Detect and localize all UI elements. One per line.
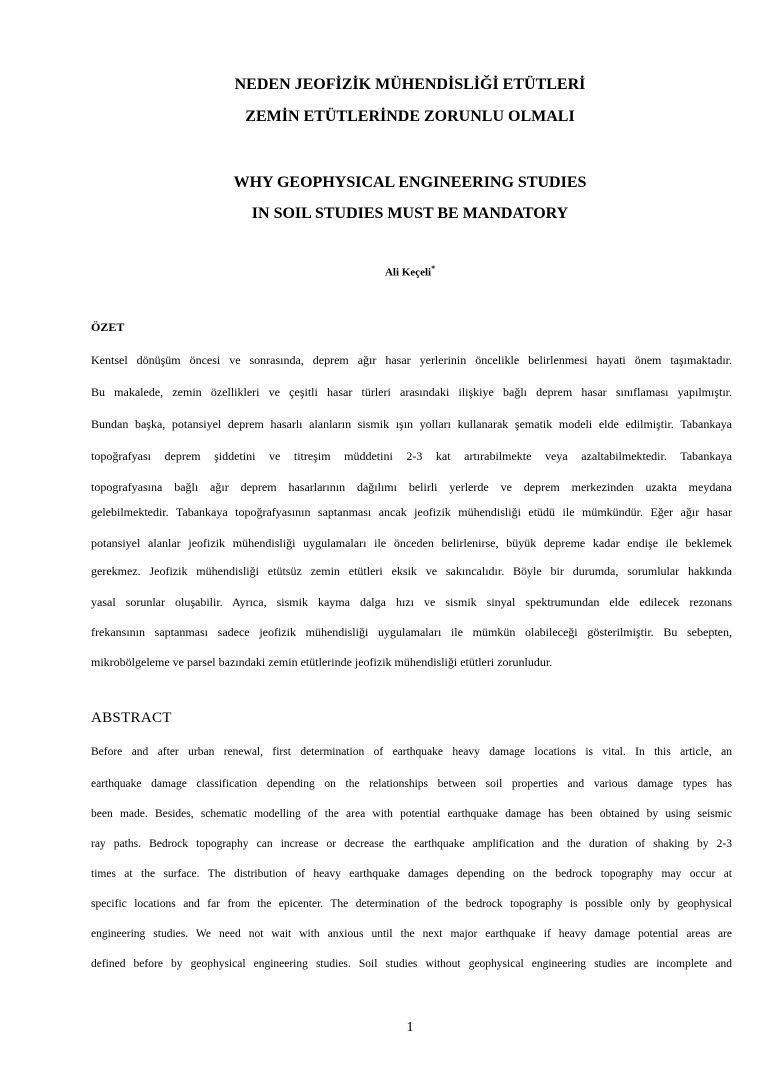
author-footnote-mark: * [431, 264, 436, 273]
ozet-line: gerekmez. Jeofizik mühendisliği etütsüz zemin etütleri eksik ve sakıncalıdır. Böyle bir durumda, sorumlular hakkında [91, 564, 732, 578]
abstract-line: specific locations and far from the epicenter. The determination of the bedrock topography is possible only by geophysical [91, 898, 732, 910]
abstract-line: engineering studies. We need not wait with anxious until the next major earthquake if heavy damage potential areas are [91, 928, 732, 940]
abstract-line: ray paths. Bedrock topography can increase or decrease the earthquake amplification and the duration of shaking by 2-3 [91, 838, 732, 850]
title-en-line-1: WHY GEOPHYSICAL ENGINEERING STUDIES [233, 174, 587, 191]
page-number: 1 [406, 1020, 414, 1035]
ozet-line: yasal sorunlar oluşabilir. Ayrıca, sismik kayma dalga hızı ve sismik sinyal spektrumundan elde edilecek rezonans [91, 595, 732, 609]
author [0, 264, 768, 279]
abstract-line: earthquake damage classification depending on the relationships between soil properties and various damage types has [91, 778, 732, 790]
ozet-line: Kentsel dönüşüm öncesi ve sonrasında, deprem ağır hasar yerlerinin öncelikle belirlenmesi hayati önem taşımaktadır. [91, 353, 732, 367]
abstract-heading: ABSTRACT [91, 710, 172, 726]
abstract-line: times at the surface. The distribution of heavy earthquake damages depending on the bedrock topography may occur at [91, 868, 732, 880]
abstract-line: Before and after urban renewal, first determination of earthquake heavy damage locations is vital. In this article, an [91, 746, 732, 758]
ozet-line: topoğrafyası deprem şiddetini ve titreşim müddetini 2-3 kat artırabilmekte veya azaltabilmektedir. Tabankaya [91, 449, 732, 463]
ozet-line: mikrobölgeleme ve parsel bazındaki zemin etütlerinde jeofizik mühendisliği etütleri zorunludur. [91, 655, 553, 669]
abstract-line: defined before by geophysical engineering studies. Soil studies without geophysical engineering studies are incomplete and [91, 958, 732, 970]
title-en-line-2: IN SOIL STUDIES MUST BE MANDATORY [251, 205, 569, 222]
ozet-line: Bundan başka, potansiyel deprem hasarlı alanların sismik ışın yolları kullanarak şematik modeli elde edilmiştir. Tabankaya [91, 417, 732, 431]
ozet-line: gelebilmektedir. Tabankaya topoğrafyasının saptanması ancak jeofizik mühendisliği etüdü ile mümkündür. Eğer ağır hasar [91, 505, 732, 519]
abstract-line: been made. Besides, schematic modelling of the area with potential earthquake damage has been obtained by using seismic [91, 808, 732, 820]
title-tr-line-1: NEDEN JEOFİZİK MÜHENDİSLİĞİ ETÜTLERİ [234, 76, 586, 93]
ozet-line: potansiyel alanlar jeofizik mühendisliği uygulamaları ile önceden belirlenirse, büyük depreme kadar endişe ile beklemek [91, 536, 732, 550]
ozet-heading: ÖZET [91, 320, 125, 334]
ozet-line: topografyasına bağlı ağır deprem hasarlarının dağılımı belirli yerlerde ve deprem merkezinden uzakta meydana [91, 480, 732, 494]
author-name: Ali Keçeli [384, 266, 432, 279]
ozet-line: Bu makalede, zemin özellikleri ve çeşitli hasar türleri arasındaki ilişkiye bağlı deprem hasar sınıflaması yapılmıştır. [91, 385, 732, 399]
title-tr-line-2: ZEMİN ETÜTLERİNDE ZORUNLU OLMALI [245, 108, 575, 125]
ozet-line: frekansının saptanması sadece jeofizik mühendisliği uygulamaları ile mümkün olabileceği gösterilmiştir. Bu sebepten, [91, 625, 732, 639]
